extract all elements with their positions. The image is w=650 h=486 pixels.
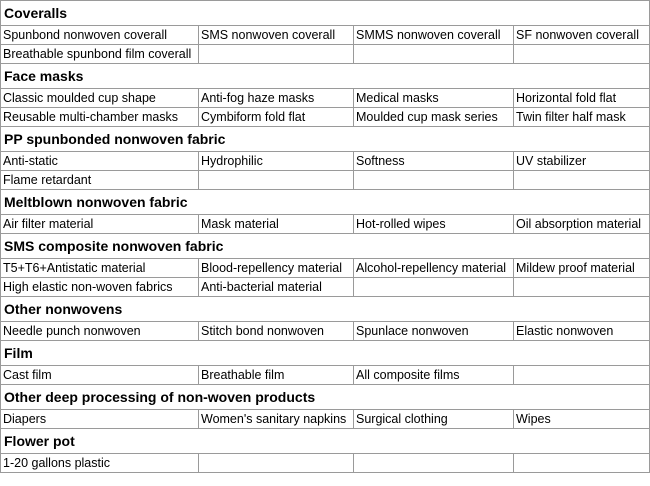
table-row <box>1 26 650 45</box>
section-title: SMS composite nonwoven fabric <box>1 234 650 259</box>
table-cell: Breathable spunbond film coverall <box>1 45 199 64</box>
table-cell <box>514 278 650 297</box>
table-cell: Classic moulded cup shape <box>1 89 199 108</box>
table-cell: Blood-repellency material <box>199 259 354 278</box>
section-title: Other nonwovens <box>1 297 650 322</box>
table-cell: Women's sanitary napkins <box>199 410 354 429</box>
table-cell: SMMS nonwoven coverall <box>354 26 514 45</box>
table-row <box>1 366 650 385</box>
table-cell: Anti-fog haze masks <box>199 89 354 108</box>
section-title: Face masks <box>1 64 650 89</box>
table-cell <box>514 45 650 64</box>
table-cell <box>199 454 354 473</box>
table-cell <box>514 454 650 473</box>
table-row <box>1 45 650 64</box>
table-row <box>1 454 650 473</box>
section-title: Coveralls <box>1 1 650 26</box>
table-row <box>1 259 650 278</box>
table-cell: Spunlace nonwoven <box>354 322 514 341</box>
table-cell: 1-20 gallons plastic <box>1 454 199 473</box>
table-cell: Elastic nonwoven <box>514 322 650 341</box>
table-cell: All composite films <box>354 366 514 385</box>
section-header-row <box>1 127 650 152</box>
table-cell: Cast film <box>1 366 199 385</box>
table-cell: T5+T6+Antistatic material <box>1 259 199 278</box>
table-cell <box>354 454 514 473</box>
section-title: Meltblown nonwoven fabric <box>1 190 650 215</box>
table-cell: Mask material <box>199 215 354 234</box>
section-header-row <box>1 297 650 322</box>
section-title: Film <box>1 341 650 366</box>
table-cell: Needle punch nonwoven <box>1 322 199 341</box>
table-cell: High elastic non-woven fabrics <box>1 278 199 297</box>
table-cell <box>199 45 354 64</box>
section-header-row <box>1 234 650 259</box>
table-cell: Diapers <box>1 410 199 429</box>
table-cell: Wipes <box>514 410 650 429</box>
table-cell: Breathable film <box>199 366 354 385</box>
table-cell: Hydrophilic <box>199 152 354 171</box>
table-cell <box>514 171 650 190</box>
table-row <box>1 278 650 297</box>
table-cell <box>354 171 514 190</box>
table-body <box>1 1 650 473</box>
table-cell: Flame retardant <box>1 171 199 190</box>
table-cell: Twin filter half mask <box>514 108 650 127</box>
section-title: PP spunbonded nonwoven fabric <box>1 127 650 152</box>
table-cell: Alcohol-repellency material <box>354 259 514 278</box>
section-header-row <box>1 190 650 215</box>
table-cell: Cymbiform fold flat <box>199 108 354 127</box>
table-row <box>1 215 650 234</box>
table-row <box>1 89 650 108</box>
table-cell: Hot-rolled wipes <box>354 215 514 234</box>
table-cell <box>514 366 650 385</box>
section-title: Other deep processing of non-woven products <box>1 385 650 410</box>
table-cell: Stitch bond nonwoven <box>199 322 354 341</box>
table-cell: Softness <box>354 152 514 171</box>
table-cell: Air filter material <box>1 215 199 234</box>
table-row <box>1 108 650 127</box>
table-cell: Surgical clothing <box>354 410 514 429</box>
table-cell: Oil absorption material <box>514 215 650 234</box>
table-cell <box>354 278 514 297</box>
section-header-row <box>1 341 650 366</box>
table-cell <box>199 171 354 190</box>
table-cell: Mildew proof material <box>514 259 650 278</box>
section-header-row <box>1 64 650 89</box>
table-cell: Reusable multi-chamber masks <box>1 108 199 127</box>
table-cell: Anti-static <box>1 152 199 171</box>
table-cell <box>354 45 514 64</box>
table-cell: Spunbond nonwoven coverall <box>1 26 199 45</box>
section-header-row <box>1 385 650 410</box>
table-row <box>1 152 650 171</box>
table-row <box>1 410 650 429</box>
section-title: Flower pot <box>1 429 650 454</box>
table-cell: Horizontal fold flat <box>514 89 650 108</box>
section-header-row <box>1 429 650 454</box>
table-cell: Anti-bacterial material <box>199 278 354 297</box>
table-cell: UV stabilizer <box>514 152 650 171</box>
table-cell: Moulded cup mask series <box>354 108 514 127</box>
table-cell: SF nonwoven coverall <box>514 26 650 45</box>
table-row <box>1 322 650 341</box>
table-row <box>1 171 650 190</box>
table-cell: Medical masks <box>354 89 514 108</box>
table-cell: SMS nonwoven coverall <box>199 26 354 45</box>
section-header-row <box>1 1 650 26</box>
